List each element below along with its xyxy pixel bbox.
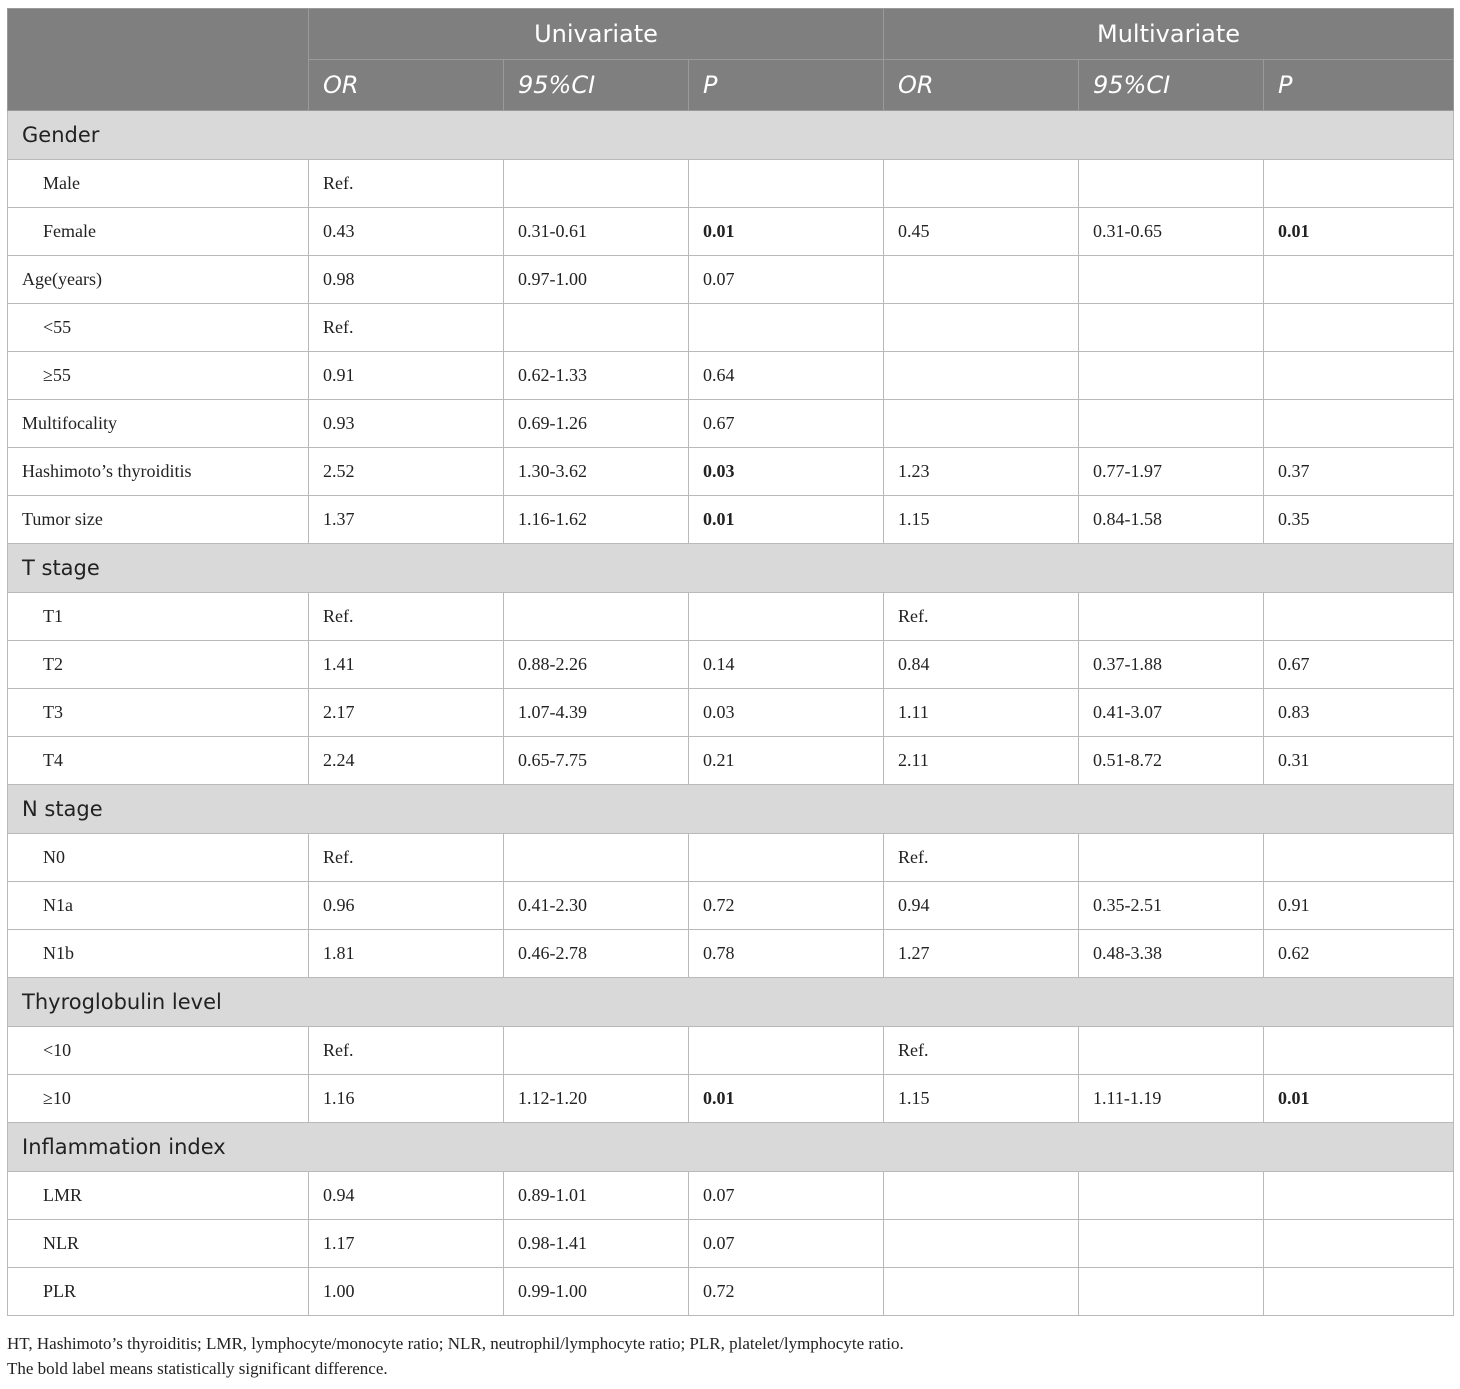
table-body [8, 111, 1454, 1316]
multi-p-cell: 0.01 [1264, 1075, 1454, 1123]
multi-or-cell [884, 1172, 1079, 1220]
multi-ci-cell: 0.48-3.38 [1079, 930, 1264, 978]
row-label: Male [8, 160, 309, 208]
multi-ci-cell: 1.11-1.19 [1079, 1075, 1264, 1123]
section-row [8, 544, 1454, 593]
uni-ci-cell: 0.88-2.26 [504, 641, 689, 689]
table-row [8, 593, 1454, 641]
uni-p-cell [689, 593, 884, 641]
multi-or-cell: 1.15 [884, 496, 1079, 544]
uni-p-cell: 0.07 [689, 1220, 884, 1268]
row-label: T3 [8, 689, 309, 737]
row-label: Hashimoto’s thyroiditis [8, 448, 309, 496]
uni-or-cell: 1.41 [309, 641, 504, 689]
multi-p-cell [1264, 304, 1454, 352]
table-header [8, 9, 1454, 111]
row-label: ≥55 [8, 352, 309, 400]
multi-p-cell: 0.35 [1264, 496, 1454, 544]
uni-or-cell: 2.17 [309, 689, 504, 737]
header-multi-ci: 95%CI [1079, 60, 1264, 111]
header-uni-ci: 95%CI [504, 60, 689, 111]
multi-p-cell [1264, 352, 1454, 400]
uni-or-cell: Ref. [309, 160, 504, 208]
row-label: LMR [8, 1172, 309, 1220]
row-label: PLR [8, 1268, 309, 1316]
header-uni-p: P [689, 60, 884, 111]
multi-ci-cell: 0.84-1.58 [1079, 496, 1264, 544]
multi-ci-cell [1079, 352, 1264, 400]
uni-or-cell: 1.17 [309, 1220, 504, 1268]
multi-p-cell [1264, 256, 1454, 304]
uni-p-cell [689, 304, 884, 352]
uni-ci-cell: 0.89-1.01 [504, 1172, 689, 1220]
section-row [8, 978, 1454, 1027]
multi-or-cell: 0.94 [884, 882, 1079, 930]
multi-or-cell [884, 256, 1079, 304]
multi-p-cell [1264, 593, 1454, 641]
uni-ci-cell: 0.46-2.78 [504, 930, 689, 978]
uni-p-cell: 0.07 [689, 1172, 884, 1220]
multi-p-cell [1264, 160, 1454, 208]
multi-ci-cell [1079, 160, 1264, 208]
table-row [8, 1172, 1454, 1220]
multi-or-cell: 1.23 [884, 448, 1079, 496]
section-row [8, 1123, 1454, 1172]
section-row [8, 111, 1454, 160]
uni-or-cell: Ref. [309, 593, 504, 641]
multi-or-cell [884, 304, 1079, 352]
uni-or-cell: 1.37 [309, 496, 504, 544]
table-row [8, 641, 1454, 689]
uni-ci-cell [504, 304, 689, 352]
uni-p-cell: 0.67 [689, 400, 884, 448]
table-row [8, 304, 1454, 352]
uni-p-cell [689, 834, 884, 882]
multi-or-cell [884, 400, 1079, 448]
uni-or-cell: 0.91 [309, 352, 504, 400]
multi-or-cell: Ref. [884, 593, 1079, 641]
table-row [8, 1220, 1454, 1268]
multi-p-cell [1264, 1027, 1454, 1075]
uni-ci-cell [504, 1027, 689, 1075]
multi-ci-cell [1079, 1027, 1264, 1075]
multi-ci-cell: 0.51-8.72 [1079, 737, 1264, 785]
row-label: N0 [8, 834, 309, 882]
multi-or-cell: Ref. [884, 834, 1079, 882]
table-row [8, 256, 1454, 304]
table-row [8, 352, 1454, 400]
multi-ci-cell [1079, 304, 1264, 352]
multi-or-cell: Ref. [884, 1027, 1079, 1075]
uni-p-cell: 0.72 [689, 1268, 884, 1316]
multi-p-cell [1264, 400, 1454, 448]
uni-p-cell: 0.03 [689, 689, 884, 737]
multi-p-cell [1264, 1172, 1454, 1220]
uni-or-cell: 2.52 [309, 448, 504, 496]
uni-or-cell: Ref. [309, 1027, 504, 1075]
uni-ci-cell: 0.98-1.41 [504, 1220, 689, 1268]
uni-p-cell: 0.01 [689, 1075, 884, 1123]
uni-p-cell: 0.14 [689, 641, 884, 689]
header-multi-p: P [1264, 60, 1454, 111]
uni-ci-cell: 1.30-3.62 [504, 448, 689, 496]
table-row [8, 1027, 1454, 1075]
uni-p-cell: 0.01 [689, 208, 884, 256]
uni-p-cell: 0.72 [689, 882, 884, 930]
table-row [8, 737, 1454, 785]
multi-ci-cell [1079, 400, 1264, 448]
multi-ci-cell: 0.37-1.88 [1079, 641, 1264, 689]
multi-ci-cell [1079, 834, 1264, 882]
multi-ci-cell [1079, 1172, 1264, 1220]
row-label: N1b [8, 930, 309, 978]
multi-p-cell: 0.62 [1264, 930, 1454, 978]
uni-p-cell: 0.64 [689, 352, 884, 400]
table-row [8, 834, 1454, 882]
uni-ci-cell: 0.97-1.00 [504, 256, 689, 304]
uni-or-cell: 2.24 [309, 737, 504, 785]
multi-or-cell: 1.27 [884, 930, 1079, 978]
table-row [8, 400, 1454, 448]
multi-p-cell: 0.67 [1264, 641, 1454, 689]
multi-ci-cell [1079, 1268, 1264, 1316]
uni-ci-cell [504, 160, 689, 208]
header-blank-cell [8, 9, 309, 111]
section-label: T stage [8, 544, 1454, 593]
multi-or-cell: 1.11 [884, 689, 1079, 737]
row-label: Tumor size [8, 496, 309, 544]
multi-p-cell: 0.31 [1264, 737, 1454, 785]
header-multi-or: OR [884, 60, 1079, 111]
uni-ci-cell: 0.41-2.30 [504, 882, 689, 930]
uni-or-cell: 1.00 [309, 1268, 504, 1316]
section-label: Thyroglobulin level [8, 978, 1454, 1027]
table-row [8, 160, 1454, 208]
uni-ci-cell: 0.62-1.33 [504, 352, 689, 400]
uni-or-cell: Ref. [309, 304, 504, 352]
multi-p-cell [1264, 834, 1454, 882]
multi-p-cell [1264, 1220, 1454, 1268]
header-multivariate: Multivariate [884, 9, 1454, 60]
uni-ci-cell: 0.31-0.61 [504, 208, 689, 256]
uni-p-cell: 0.21 [689, 737, 884, 785]
uni-or-cell: 1.81 [309, 930, 504, 978]
multi-ci-cell [1079, 593, 1264, 641]
multi-ci-cell [1079, 256, 1264, 304]
multi-or-cell: 1.15 [884, 1075, 1079, 1123]
multi-ci-cell [1079, 1220, 1264, 1268]
row-label: Age(years) [8, 256, 309, 304]
uni-p-cell [689, 160, 884, 208]
multi-p-cell: 0.91 [1264, 882, 1454, 930]
header-uni-or: OR [309, 60, 504, 111]
uni-p-cell: 0.03 [689, 448, 884, 496]
multi-ci-cell: 0.77-1.97 [1079, 448, 1264, 496]
multi-or-cell: 0.45 [884, 208, 1079, 256]
row-label: ≥10 [8, 1075, 309, 1123]
row-label: N1a [8, 882, 309, 930]
uni-p-cell [689, 1027, 884, 1075]
uni-or-cell: 0.93 [309, 400, 504, 448]
multi-ci-cell: 0.41-3.07 [1079, 689, 1264, 737]
row-label: T4 [8, 737, 309, 785]
table-row [8, 930, 1454, 978]
uni-or-cell: Ref. [309, 834, 504, 882]
multi-p-cell: 0.01 [1264, 208, 1454, 256]
row-label: NLR [8, 1220, 309, 1268]
multi-p-cell: 0.37 [1264, 448, 1454, 496]
multi-or-cell: 0.84 [884, 641, 1079, 689]
row-label: Multifocality [8, 400, 309, 448]
footnote-abbreviations: HT, Hashimoto’s thyroiditis; LMR, lymphocyte/monocyte ratio; NLR, neutrophil/lymphocyte ratio; PLR, platelet/lymphocyte ratio. [7, 1334, 904, 1353]
uni-ci-cell [504, 834, 689, 882]
uni-ci-cell: 0.65-7.75 [504, 737, 689, 785]
multi-p-cell [1264, 1268, 1454, 1316]
section-label: N stage [8, 785, 1454, 834]
uni-or-cell: 1.16 [309, 1075, 504, 1123]
uni-or-cell: 0.98 [309, 256, 504, 304]
regression-table [7, 8, 1454, 1316]
uni-or-cell: 0.96 [309, 882, 504, 930]
uni-or-cell: 0.43 [309, 208, 504, 256]
table-row [8, 496, 1454, 544]
uni-p-cell: 0.01 [689, 496, 884, 544]
multi-ci-cell: 0.35-2.51 [1079, 882, 1264, 930]
uni-ci-cell: 1.07-4.39 [504, 689, 689, 737]
table-row [8, 1075, 1454, 1123]
section-row [8, 785, 1454, 834]
uni-ci-cell: 0.99-1.00 [504, 1268, 689, 1316]
table-row [8, 1268, 1454, 1316]
multi-or-cell [884, 1268, 1079, 1316]
uni-p-cell: 0.07 [689, 256, 884, 304]
uni-ci-cell: 1.12-1.20 [504, 1075, 689, 1123]
uni-ci-cell: 0.69-1.26 [504, 400, 689, 448]
uni-p-cell: 0.78 [689, 930, 884, 978]
multi-or-cell [884, 1220, 1079, 1268]
header-univariate: Univariate [309, 9, 884, 60]
row-label: T2 [8, 641, 309, 689]
uni-ci-cell [504, 593, 689, 641]
footnote-bold-meaning: The bold label means statistically significant difference. [7, 1359, 388, 1378]
multi-ci-cell: 0.31-0.65 [1079, 208, 1264, 256]
row-label: Female [8, 208, 309, 256]
table-row [8, 208, 1454, 256]
multi-or-cell [884, 352, 1079, 400]
multi-or-cell [884, 160, 1079, 208]
uni-or-cell: 0.94 [309, 1172, 504, 1220]
section-label: Inflammation index [8, 1123, 1454, 1172]
row-label: <55 [8, 304, 309, 352]
row-label: T1 [8, 593, 309, 641]
row-label: <10 [8, 1027, 309, 1075]
multi-or-cell: 2.11 [884, 737, 1079, 785]
uni-ci-cell: 1.16-1.62 [504, 496, 689, 544]
multi-p-cell: 0.83 [1264, 689, 1454, 737]
table-row [8, 448, 1454, 496]
table-row [8, 882, 1454, 930]
section-label: Gender [8, 111, 1454, 160]
table-row [8, 689, 1454, 737]
